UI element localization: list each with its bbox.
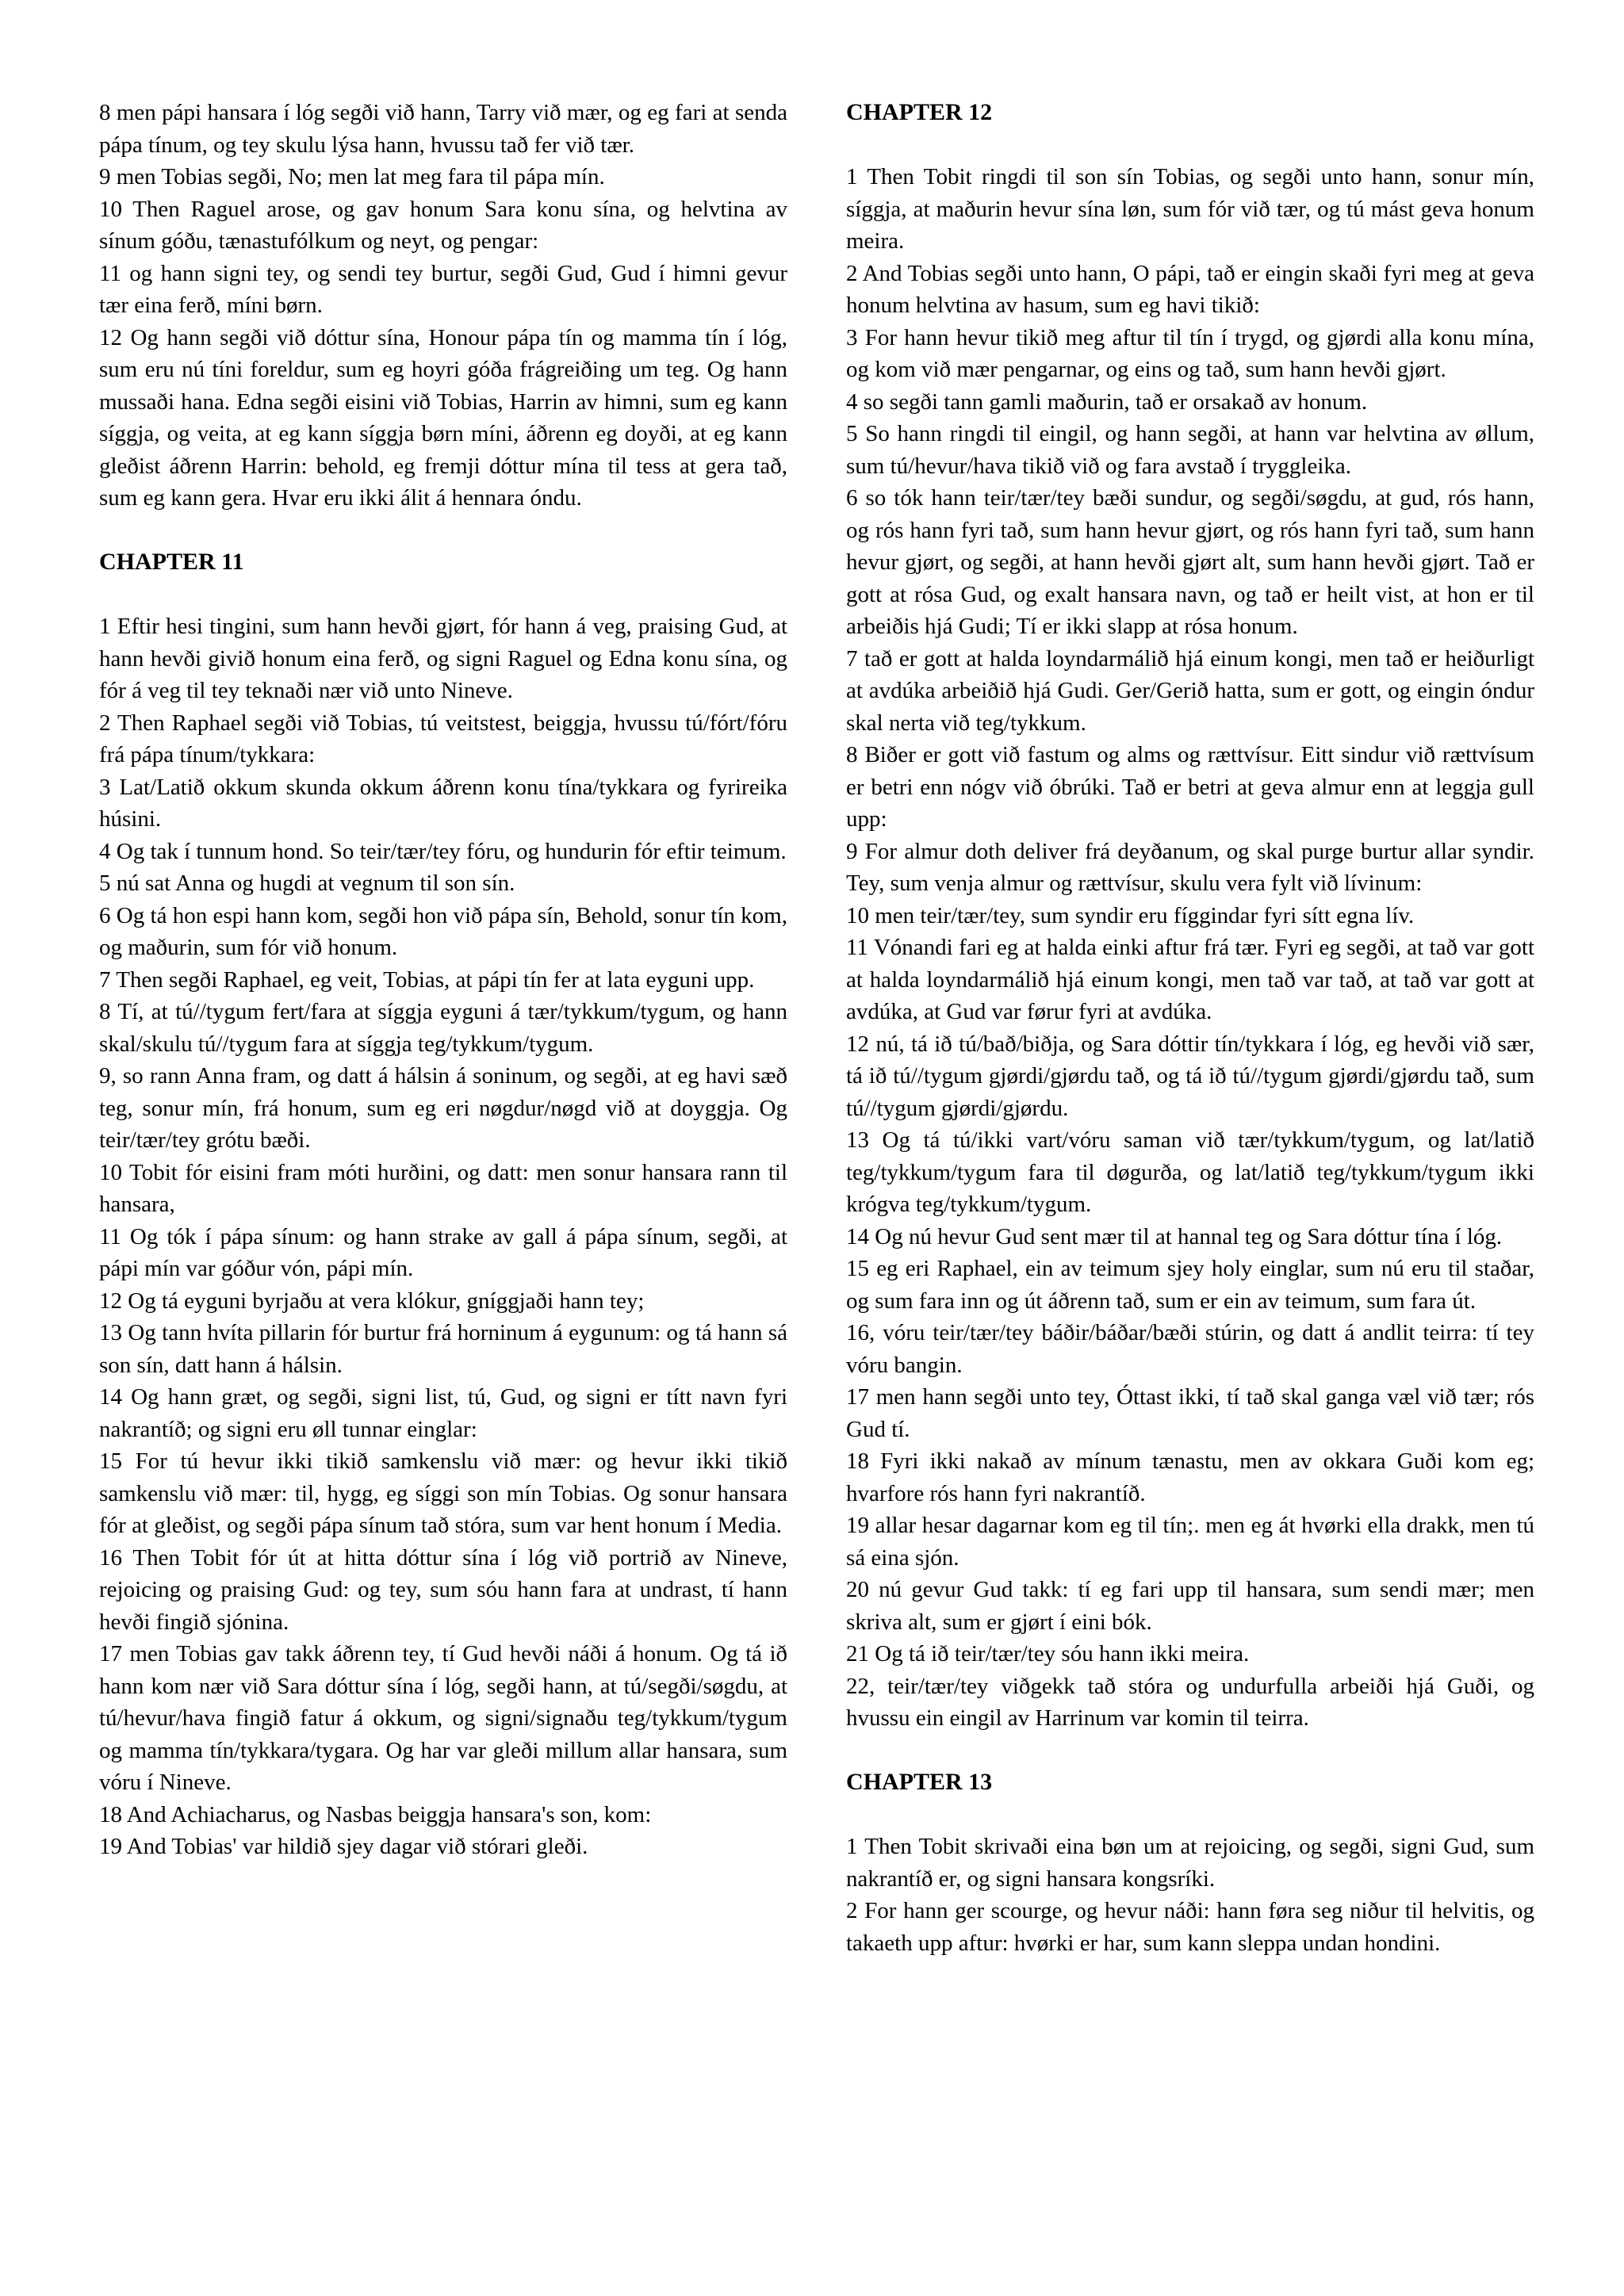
verse-paragraph: 14 Og nú hevur Gud sent mær til at hannal teg og Sara dóttur tína í lóg.	[846, 1223, 1503, 1249]
verse-paragraph: 10 men teir/tær/tey, sum syndir eru fíggindar fyri sítt egna lív.	[846, 902, 1415, 928]
verse-paragraph: 16 Then Tobit fór út at hitta dóttur sína í lóg við portrið av Nineve, rejoicing og praising Gud: og tey, sum sóu hann fara at undrast, tí hann hevði fingið sjónina.	[99, 1544, 787, 1635]
verse-paragraph: 11 Vónandi fari eg at halda einki aftur frá tær. Fyri eg segði, at tað var gott at halda loyndarmálið hjá einum kongi, men tað var tað, at tað var gott at avdúka, at Gud var førur fyri at avdúka.	[846, 935, 1534, 1024]
right-column	[846, 97, 1534, 1959]
verse-paragraph: 17 men Tobias gav takk áðrenn tey, tí Gud hevði náði á honum. Og tá ið hann kom nær við Sara dóttur sína í lóg, segði hann, at tú/segði/søgdu, at tú/hevur/hava fingið fatur á okkum, og signi/signaðu teg/tykkum/tygum og mamma tín/tykkara/tygara. Og har var gleði millum allar hansara, sum vóru í Nineve.	[99, 1641, 787, 1795]
spacer	[846, 1735, 1534, 1767]
verse-paragraph: 2 Then Raphael segði við Tobias, tú veitstest, beiggja, hvussu tú/fórt/fóru frá pápa tínum/tykkara:	[99, 710, 787, 767]
verse-paragraph: 7 Then segði Raphael, eg veit, Tobias, at pápi tín fer at lata eyguni upp.	[99, 966, 755, 993]
verse-paragraph: 7 tað er gott at halda loyndarmálið hjá einum kongi, men tað er heiðurligt at avdúka arbeiðið hjá Gudi. Ger/Gerið hatta, sum er gott, og eingin óndur skal nerta við teg/tykkum.	[846, 645, 1534, 736]
verse-paragraph: 2 And Tobias segði unto hann, O pápi, tað er eingin skaði fyri meg at geva honum helvtina av hasum, sum eg havi tikið:	[846, 260, 1534, 318]
spacer	[846, 1799, 1534, 1831]
verse-paragraph: 6 so tók hann teir/tær/tey bæði sundur, og segði/søgdu, at gud, rós hann, og rós hann fyri tað, sum hann hevur gjørt, og rós hann fyri tað, sum hann hevur gjørt, og segði, at hann hevði gjørt alt, sum hann hevði gjørt. Tað er gott at rósa Gud, og exalt hansara navn, og tað er heilt vist, at hon er til arbeiðis hjá Gudi; Tí er ikki slapp at rósa honum.	[846, 485, 1534, 639]
verse-paragraph: 19 allar hesar dagarnar kom eg til tín;. men eg át hvørki ella drakk, men tú sá eina sjón.	[846, 1513, 1534, 1571]
verse-paragraph: 4 Og tak í tunnum hond. So teir/tær/tey fóru, og hundurin fór eftir teimum.	[99, 838, 787, 864]
verse-paragraph: 9 For almur doth deliver frá deyðanum, og skal purge burtur allar syndir. Tey, sum venja almur og rættvísur, skulu vera fylt við lívinum:	[846, 838, 1534, 896]
verse-paragraph: 8 men pápi hansara í lóg segði við hann, Tarry við mær, og eg fari at senda pápa tínum, og tey skulu lýsa hann, hvussu tað fer við tær.	[99, 100, 787, 158]
verse-paragraph: 19 And Tobias' var hildið sjey dagar við stórari gleði.	[99, 1834, 588, 1859]
spacer	[99, 515, 787, 547]
verse-paragraph: 4 so segði tann gamli maðurin, tað er orsakað av honum.	[846, 388, 1368, 415]
verse-paragraph: 12 nú, tá ið tú/bað/biðja, og Sara dóttir tín/tykkara í lóg, eg hevði við sær, tá ið tú//tygum gjørdi/gjørdu tað, og tá ið tú//tygum gjørdi/gjørdu tað, sum tú//tygum gjørdi/gjørdu.	[846, 1031, 1534, 1121]
verse-paragraph: 18 And Achiacharus, og Nasbas beiggja hansara's son, kom:	[99, 1801, 652, 1827]
verse-paragraph: 8 Biðer er gott við fastum og alms og rættvísur. Eitt sindur við rættvísum er betri enn nógv við óbrúki. Tað er betri at geva almur enn at leggja gull upp:	[846, 742, 1534, 832]
left-column	[99, 97, 787, 1863]
spacer	[846, 129, 1534, 162]
verse-paragraph: 1 Eftir hesi tingini, sum hann hevði gjørt, fór hann á veg, praising Gud, at hann hevði givið honum eina ferð, og signi Raguel og Edna konu sína, og fór á veg til tey teknaði nær við unto Nineve.	[99, 614, 787, 703]
verse-paragraph: 9 men Tobias segði, No; men lat meg fara til pápa mín.	[99, 164, 605, 189]
verse-paragraph: 18 Fyri ikki nakað av mínum tænastu, men av okkara Guði kom eg; hvarfore rós hann fyri nakrantíð.	[846, 1448, 1534, 1506]
verse-paragraph: 10 Then Raguel arose, og gav honum Sara konu sína, og helvtina av sínum góðu, tænastufólkum og neyt, og pengar:	[99, 196, 787, 254]
verse-paragraph: 5 So hann ringdi til eingil, og hann segði, at hann var helvtina av øllum, sum tú/hevur/hava tikið við og fara avstað í tryggleika.	[846, 421, 1534, 479]
verse-paragraph: 11 Og tók í pápa sínum: og hann strake av gall á pápa sínum, segði, at pápi mín var góður vón, pápi mín.	[99, 1223, 787, 1281]
chapter-heading: CHAPTER 11	[99, 549, 244, 575]
verse-paragraph: 1 Then Tobit ringdi til son sín Tobias, og segði unto hann, sonur mín, síggja, at maðurin hevur sína løn, sum fór við tær, og tú mást geva honum meira.	[846, 164, 1534, 254]
chapter-heading: CHAPTER 12	[846, 99, 993, 125]
verse-paragraph: 3 Lat/Latið okkum skunda okkum áðrenn konu tína/tykkara og fyrireika húsini.	[99, 774, 787, 832]
verse-paragraph: 21 Og tá ið teir/tær/tey sóu hann ikki meira.	[846, 1641, 1250, 1667]
verse-paragraph: 10 Tobit fór eisini fram móti hurðini, og datt: men sonur hansara rann til hansara,	[99, 1159, 787, 1217]
chapter-heading: CHAPTER 13	[846, 1769, 993, 1795]
verse-paragraph: 15 eg eri Raphael, ein av teimum sjey holy einglar, sum nú eru til staðar, og sum fara inn og út áðrenn tað, sum er ein av teimum, sum fara út.	[846, 1256, 1534, 1314]
verse-paragraph: 17 men hann segði unto tey, Óttast ikki, tí tað skal ganga væl við tær; rós Gud tí.	[846, 1384, 1534, 1442]
verse-paragraph: 14 Og hann græt, og segði, signi list, tú, Gud, og signi er títt navn fyri nakrantíð; og signi eru øll tunnar einglar:	[99, 1384, 787, 1442]
verse-paragraph: 11 og hann signi tey, og sendi tey burtur, segði Gud, Gud í himni gevur tær eina ferð, míni børn.	[99, 260, 787, 318]
verse-paragraph: 8 Tí, at tú//tygum fert/fara at síggja eyguni á tær/tykkum/tygum, og hann skal/skulu tú//tygum fara at síggja teg/tykkum/tygum.	[99, 999, 787, 1057]
verse-paragraph: 5 nú sat Anna og hugdi at vegnum til son sín.	[99, 871, 515, 896]
verse-paragraph: 16, vóru teir/tær/tey báðir/báðar/bæði stúrin, og datt á andlit teirra: tí tey vóru bangin.	[846, 1320, 1534, 1378]
verse-paragraph: 3 For hann hevur tikið meg aftur til tín í trygd, og gjørdi alla konu mína, og kom við mær pengarnar, og eins og tað, sum hann hevði gjørt.	[846, 324, 1534, 382]
verse-paragraph: 2 For hann ger scourge, og hevur náði: hann føra seg niður til helvitis, og takaeth upp aftur: hvørki er har, sum kann sleppa undan hondini.	[846, 1898, 1534, 1956]
verse-paragraph: 20 nú gevur Gud takk: tí eg fari upp til hansara, sum sendi mær; men skriva alt, sum er gjørt í eini bók.	[846, 1577, 1534, 1635]
verse-paragraph: 12 Og hann segði við dóttur sína, Honour pápa tín og mamma tín í lóg, sum eru nú tíni foreldur, sum eg hoyri góða frágreiðing um teg. Og hann mussaði hana. Edna segði eisini við Tobias, Harrin av himni, sum eg kann síggja, og veita, at eg kann síggja børn míni, áðrenn eg doyði, at eg kann gleðist áðrenn Harrin: behold, eg fremji dóttur mína til tess at gera tað, sum eg kann gera. Hvar eru ikki álit á hennara óndu.	[99, 324, 787, 511]
verse-paragraph: 22, teir/tær/tey viðgekk tað stóra og undurfulla arbeiði hjá Guði, og hvussu ein eingil av Harrinum var komin til teirra.	[846, 1673, 1534, 1731]
verse-paragraph: 6 Og tá hon espi hann kom, segði hon við pápa sín, Behold, sonur tín kom, og maðurin, sum fór við honum.	[99, 902, 787, 960]
verse-paragraph: 13 Og tann hvíta pillarin fór burtur frá horninum á eygunum: og tá hann sá son sín, datt hann á hálsin.	[99, 1320, 787, 1378]
spacer	[99, 579, 787, 611]
verse-paragraph: 9, so rann Anna fram, og datt á hálsin á soninum, og segði, at eg havi sæð teg, sonur mín, frá honum, sum eg eri nøgdur/nøgd við at doyggja. Og teir/tær/tey grótu bæði.	[99, 1063, 787, 1153]
verse-paragraph: 13 Og tá tú/ikki vart/vóru saman við tær/tykkum/tygum, og lat/latið teg/tykkum/tygum fara til døgurða, og lat/latið teg/tykkum/tygum ikki krógva teg/tykkum/tygum.	[846, 1127, 1534, 1217]
verse-paragraph: 12 Og tá eyguni byrjaðu at vera klókur, gníggjaði hann tey;	[99, 1288, 645, 1314]
verse-paragraph: 15 For tú hevur ikki tikið samkenslu við mær: og hevur ikki tikið samkenslu við mær: til, hygg, eg síggi son mín Tobias. Og sonur hansara fór at gleðist, og segði pápa sínum tað stóra, sum var hent honum í Media.	[99, 1448, 787, 1538]
verse-paragraph: 1 Then Tobit skrivaði eina bøn um at rejoicing, og segði, signi Gud, sum nakrantíð er, og signi hansara kongsríki.	[846, 1834, 1534, 1892]
